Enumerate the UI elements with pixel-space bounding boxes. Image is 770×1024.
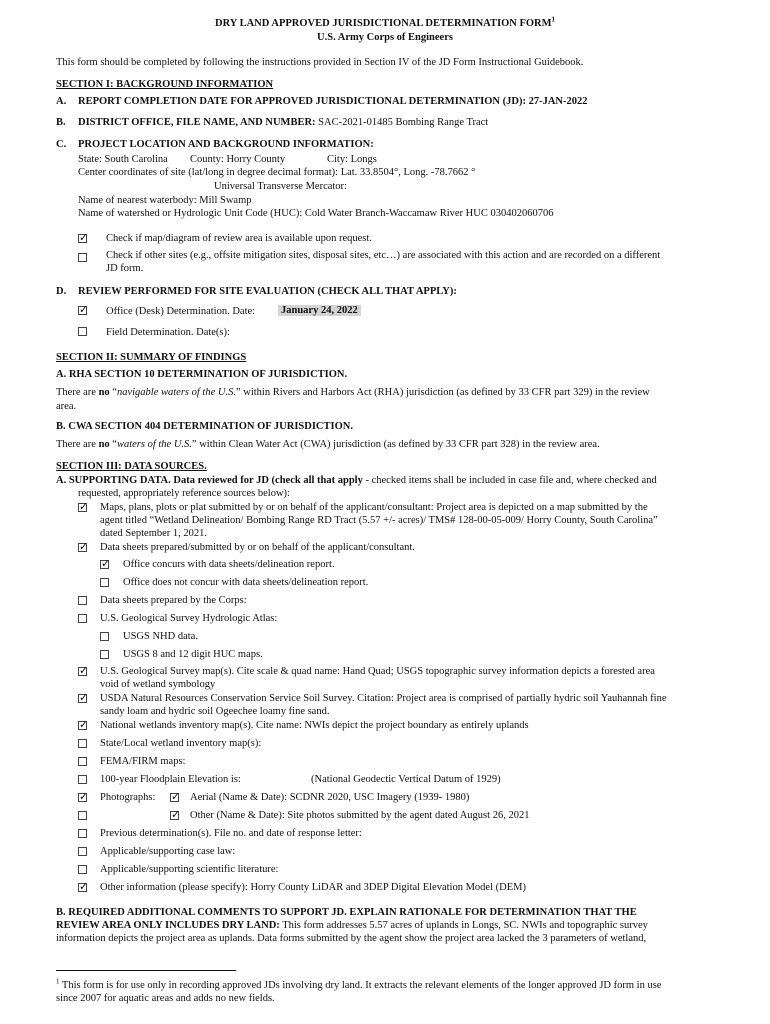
other-information-checkbox[interactable] — [78, 883, 87, 892]
floodplain-datum: (National Geodectic Vertical Datum of 1929) — [311, 774, 501, 785]
maps-label-2: agent titled “Wetland Delineation/ Bombing Range RD Tract (5.57 +/- acres)/ TMS# 128-00-05-009/ Horry County, South Carolina” — [100, 515, 658, 526]
other-photo-label: Other (Name & Date): Site photos submitted by the agent dated August 26, 2021 — [190, 810, 530, 821]
usgs-map-label-1: U.S. Geological Survey map(s). Cite scale & quad name: Hand Quad; USGS topographic survey information depicts a forested area — [100, 666, 655, 677]
additional-comments-line-3: information depicts the project area as uplands. Data forms submitted by the agent show the project area lacked the 3 parameters of wetland, — [56, 933, 647, 944]
office-not-concur-checkbox[interactable] — [100, 578, 109, 587]
s1-b-letter: B. — [56, 117, 66, 128]
utm-text: Universal Transverse Mercator: — [214, 181, 347, 192]
nrcs-soil-label-1: USDA Natural Resources Conservation Service Soil Survey. Citation: Project area is comprised of partially hydric soil Yauhannah fine — [100, 693, 667, 704]
rha-heading: A. RHA SECTION 10 DETERMINATION OF JURISDICTION. — [56, 369, 348, 380]
form-title: DRY LAND APPROVED JURISDICTIONAL DETERMINATION FORM$^1$ — [214, 15, 556, 29]
county-text: County: Horry County — [190, 154, 286, 165]
usgs-nhd-label: USGS NHD data. — [123, 631, 198, 642]
nwi-label: National wetlands inventory map(s). Cite name: NWIs depict the project boundary as entirely uplands — [100, 720, 529, 731]
s1-c-letter: C. — [56, 139, 67, 150]
office-determination-date: January 24, 2022 — [278, 305, 361, 317]
maps-label-3: dated September 1, 2021. — [100, 528, 208, 539]
usgs-map-checkbox[interactable] — [78, 667, 87, 676]
photographs-label: Photographs: — [100, 792, 156, 803]
additional-comments-line-2: REVIEW AREA ONLY INCLUDES DRY LAND: This form addresses 5.57 acres of uplands in Longs, SC. NWIs and topographic survey — [56, 920, 648, 931]
previous-determination-checkbox[interactable] — [78, 829, 87, 838]
datasheets-checkbox[interactable] — [78, 543, 87, 552]
other-sites-label-2: JD form. — [106, 263, 144, 274]
other-photo-checkbox[interactable] — [170, 811, 179, 820]
huc-text: Name of watershed or Hydrologic Unit Code (HUC): Cold Water Branch-Waccamaw River HUC 030402060706 — [78, 208, 554, 219]
scientific-literature-checkbox[interactable] — [78, 865, 87, 874]
corps-datasheets-label: Data sheets prepared by the Corps: — [100, 595, 247, 606]
photographs-checkbox[interactable] — [78, 793, 87, 802]
office-determination-label: Office (Desk) Determination. Date: — [106, 306, 256, 317]
cwa-text: There are no “waters of the U.S.” within Clean Water Act (CWA) jurisdiction (as defined by 33 CFR part 328) in the review area. — [56, 439, 600, 450]
city-text: City: Longs — [327, 154, 377, 165]
nrcs-soil-label-2: sandy loam and hydric soil Ogeechee loamy fine sand. — [100, 706, 330, 717]
maps-label-1: Maps, plans, plots or plat submitted by or on behalf of the applicant/consultant: Project area is depicted on a map submitted by the — [100, 502, 648, 513]
s1-a-letter: A. — [56, 96, 67, 107]
form-subtitle: U.S. Army Corps of Engineers — [317, 32, 453, 43]
case-law-label: Applicable/supporting case law: — [100, 846, 236, 857]
state-local-checkbox[interactable] — [78, 739, 87, 748]
photographs-other-row-checkbox[interactable] — [78, 811, 87, 820]
coordinates-text: Center coordinates of site (lat/long in degree decimal format): Lat. 33.8504°, Long. -78.7662 ° — [78, 167, 476, 178]
fema-checkbox[interactable] — [78, 757, 87, 766]
floodplain-checkbox[interactable] — [78, 775, 87, 784]
field-determination-checkbox[interactable] — [78, 327, 87, 336]
datasheets-label: Data sheets prepared/submitted by or on behalf of the applicant/consultant. — [100, 542, 415, 553]
office-not-concur-label: Office does not concur with data sheets/delineation report. — [123, 577, 369, 588]
intro-text: This form should be completed by following the instructions provided in Section IV of the JD Form Instructional Guidebook. — [56, 57, 584, 68]
footnote-line-1: $^1$ This form is for use only in recording approved JDs involving dry land. It extracts the relevant elements of the longer approved JD form in use — [56, 977, 662, 991]
review-performed-heading: REVIEW PERFORMED FOR SITE EVALUATION (CHECK ALL THAT APPLY): — [78, 286, 457, 297]
supporting-data-heading-2: requested, appropriately reference sources below): — [78, 488, 290, 499]
usgs-huc-checkbox[interactable] — [100, 650, 109, 659]
section1-heading: SECTION I: BACKGROUND INFORMATION — [56, 79, 274, 90]
field-determination-label: Field Determination. Date(s): — [106, 327, 230, 338]
map-available-label: Check if map/diagram of review area is available upon request. — [106, 233, 372, 244]
section2-heading: SECTION II: SUMMARY OF FINDINGS — [56, 352, 247, 363]
floodplain-label: 100-year Floodplain Elevation is: — [100, 774, 241, 785]
footnote-line-2: since 2007 for aquatic areas and adds no new fields. — [56, 993, 275, 1004]
fema-label: FEMA/FIRM maps: — [100, 756, 186, 767]
map-available-checkbox[interactable] — [78, 234, 87, 243]
additional-comments-heading: B. REQUIRED ADDITIONAL COMMENTS TO SUPPORT JD. EXPLAIN RATIONALE FOR DETERMINATION THAT THE — [56, 907, 637, 918]
rha-text-2: area. — [56, 401, 77, 412]
nearest-waterbody: Name of nearest waterbody: Mill Swamp — [78, 195, 252, 206]
project-location-heading: PROJECT LOCATION AND BACKGROUND INFORMATION: — [78, 139, 374, 150]
section3-heading: SECTION III: DATA SOURCES. — [56, 461, 207, 472]
aerial-label: Aerial (Name & Date): SCDNR 2020, USC Imagery (1939- 1980) — [190, 792, 470, 803]
report-completion-date: REPORT COMPLETION DATE FOR APPROVED JURISDICTIONAL DETERMINATION (JD): 27-JAN-2022 — [78, 96, 588, 107]
usgs-nhd-checkbox[interactable] — [100, 632, 109, 641]
office-concurs-label: Office concurs with data sheets/delineation report. — [123, 559, 335, 570]
other-sites-label-1: Check if other sites (e.g., offsite mitigation sites, disposal sites, etc…) are associated with this action and are recorded on a different — [106, 250, 661, 261]
previous-determination-label: Previous determination(s). File no. and date of response letter: — [100, 828, 362, 839]
cwa-heading: B. CWA SECTION 404 DETERMINATION OF JURISDICTION. — [56, 421, 353, 432]
aerial-checkbox[interactable] — [170, 793, 179, 802]
maps-checkbox[interactable] — [78, 503, 87, 512]
scientific-literature-label: Applicable/supporting scientific literature: — [100, 864, 279, 875]
usgs-map-label-2: void of wetland symbology — [100, 679, 216, 690]
corps-datasheets-checkbox[interactable] — [78, 596, 87, 605]
rha-text-1: There are no “navigable waters of the U.S.” within Rivers and Harbors Act (RHA) jurisdiction (as defined by 33 CFR part 329) in the review — [56, 387, 650, 398]
usgs-atlas-checkbox[interactable] — [78, 614, 87, 623]
usgs-atlas-label: U.S. Geological Survey Hydrologic Atlas: — [100, 613, 278, 624]
footnote-rule — [56, 970, 236, 971]
other-sites-checkbox[interactable] — [78, 253, 87, 262]
s1-d-letter: D. — [56, 286, 67, 297]
state-local-label: State/Local wetland inventory map(s): — [100, 738, 262, 749]
supporting-data-heading: A. SUPPORTING DATA. Data reviewed for JD (check all that apply - checked items shall be included in case file and, where checked and — [56, 475, 657, 486]
nrcs-soil-checkbox[interactable] — [78, 694, 87, 703]
case-law-checkbox[interactable] — [78, 847, 87, 856]
usgs-huc-label: USGS 8 and 12 digit HUC maps. — [123, 649, 263, 660]
state-text: State: South Carolina — [78, 154, 168, 165]
office-concurs-checkbox[interactable] — [100, 560, 109, 569]
other-information-label: Other information (please specify): Horry County LiDAR and 3DEP Digital Elevation Model (DEM) — [100, 882, 526, 893]
nwi-checkbox[interactable] — [78, 721, 87, 730]
district-office-line: DISTRICT OFFICE, FILE NAME, AND NUMBER: SAC-2021-01485 Bombing Range Tract — [78, 117, 489, 128]
office-determination-checkbox[interactable] — [78, 306, 87, 315]
